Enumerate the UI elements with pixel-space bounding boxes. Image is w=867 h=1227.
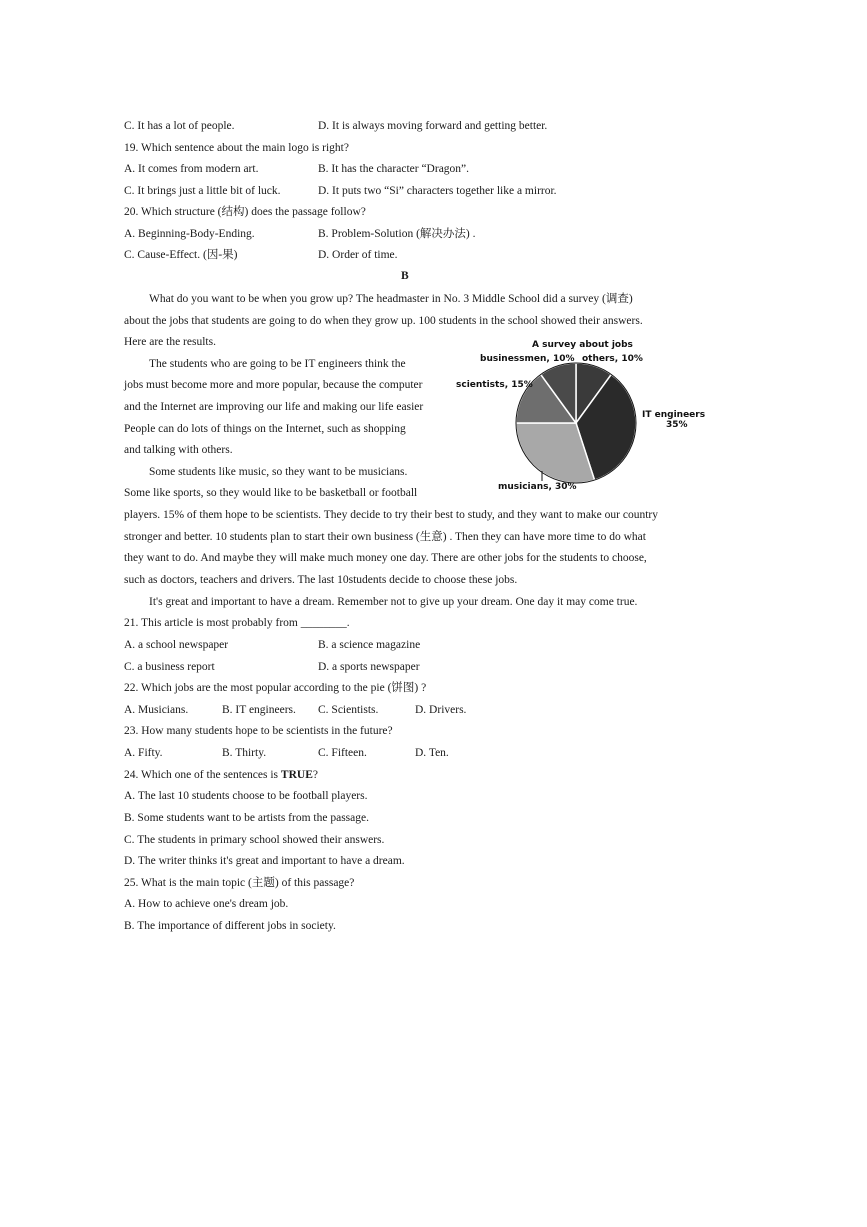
q24-stem-text: 24. Which one of the sentences is [124,769,281,781]
pie-label-businessmen: businessmen, 10% [480,354,575,364]
q24-option-c: C. The students in primary school showed their answers. [124,834,385,846]
passage-line: Some like sports, so they would like to be basketball or football [124,487,418,499]
pie-label-others: others, 10% [582,354,643,364]
passage-line: jobs must become more and more popular, because the computer [124,379,423,391]
q20-option-a: A. Beginning-Body-Ending. [124,228,255,240]
q25-option-a: A. How to achieve one's dream job. [124,898,289,910]
passage-line: Some students like music, so they want to be musicians. [149,466,408,478]
q24-stem [124,768,318,782]
passage-line: and talking with others. [124,444,233,456]
q21-option-c: C. a business report [124,661,215,673]
q23-option-c: C. Fifteen. [318,747,367,759]
q25-option-b: B. The importance of different jobs in society. [124,920,336,932]
jobs-pie-chart [448,335,708,495]
q23-stem: 23. How many students hope to be scientists in the future? [124,725,393,737]
q20-stem: 20. Which structure (结构) does the passage follow? [124,206,366,218]
q22-option-b: B. IT engineers. [222,704,296,716]
q21-option-a: A. a school newspaper [124,639,229,651]
q21-option-b: B. a science magazine [318,639,421,651]
q21-stem: 21. This article is most probably from ________. [124,617,350,629]
q19-option-c: C. It brings just a little bit of luck. [124,185,281,197]
q18-option-c: C. It has a lot of people. [124,120,235,132]
q21-option-d: D. a sports newspaper [318,661,420,673]
q18-option-d: D. It is always moving forward and getting better. [318,120,548,132]
q20-option-c: C. Cause-Effect. (因-果) [124,249,238,261]
q24-stem-end: ? [312,769,318,781]
passage-line: It's great and important to have a dream. Remember not to give up your dream. One day it may come true. [149,596,638,608]
q25-stem: 25. What is the main topic (主题) of this passage? [124,877,355,889]
q24-option-a: A. The last 10 students choose to be football players. [124,790,368,802]
q24-option-d: D. The writer thinks it's great and important to have a dream. [124,855,405,867]
q22-stem: 22. Which jobs are the most popular according to the pie (饼图) ? [124,682,427,694]
passage-line: Here are the results. [124,336,216,348]
q20-option-d: D. Order of time. [318,249,398,261]
q22-option-c: C. Scientists. [318,704,379,716]
pie-label-it-engineers: IT engineers [642,410,706,420]
passage-line: such as doctors, teachers and drivers. The last 10students decide to choose these jobs. [124,574,518,586]
q24-stem-emphasis: TRUE [280,769,313,781]
q19-option-b: B. It has the character “Dragon”. [318,163,470,175]
q22-option-a: A. Musicians. [124,704,189,716]
q22-option-d: D. Drivers. [415,704,467,716]
passage-line: The students who are going to be IT engineers think the [149,358,406,370]
q19-stem: 19. Which sentence about the main logo is right? [124,142,349,154]
passage-line: players. 15% of them hope to be scientists. They decide to try their best to study, and they want to make our country [124,509,658,521]
pie-label-musicians: musicians, 30% [498,482,577,492]
passage-line: People can do lots of things on the Internet, such as shopping [124,423,406,435]
q23-option-d: D. Ten. [415,747,449,759]
pie-label-scientists: scientists, 15% [456,380,533,390]
passage-line: about the jobs that students are going to do when they grow up. 100 students in the school showed their answers. [124,315,643,327]
section-b-title: B [401,270,409,282]
passage-line: What do you want to be when you grow up? The headmaster in No. 3 Middle School did a survey (调查) [149,293,633,305]
q19-option-a: A. It comes from modern art. [124,163,259,175]
q24-option-b: B. Some students want to be artists from the passage. [124,812,369,824]
q19-option-d: D. It puts two “Si” characters together like a mirror. [318,185,557,197]
q20-option-b: B. Problem-Solution (解决办法) . [318,228,476,240]
passage-line: stronger and better. 10 students plan to start their own business (生意) . Then they can have more time to do what [124,531,646,543]
chart-title: A survey about jobs [532,340,633,350]
q23-option-b: B. Thirty. [222,747,267,759]
q23-option-a: A. Fifty. [124,747,163,759]
pie-label-it-engineers: 35% [666,420,688,430]
passage-line: they want to do. And maybe they will make much money one day. There are other jobs for the students to choose, [124,552,647,564]
passage-line: and the Internet are improving our life and making our life easier [124,401,424,413]
